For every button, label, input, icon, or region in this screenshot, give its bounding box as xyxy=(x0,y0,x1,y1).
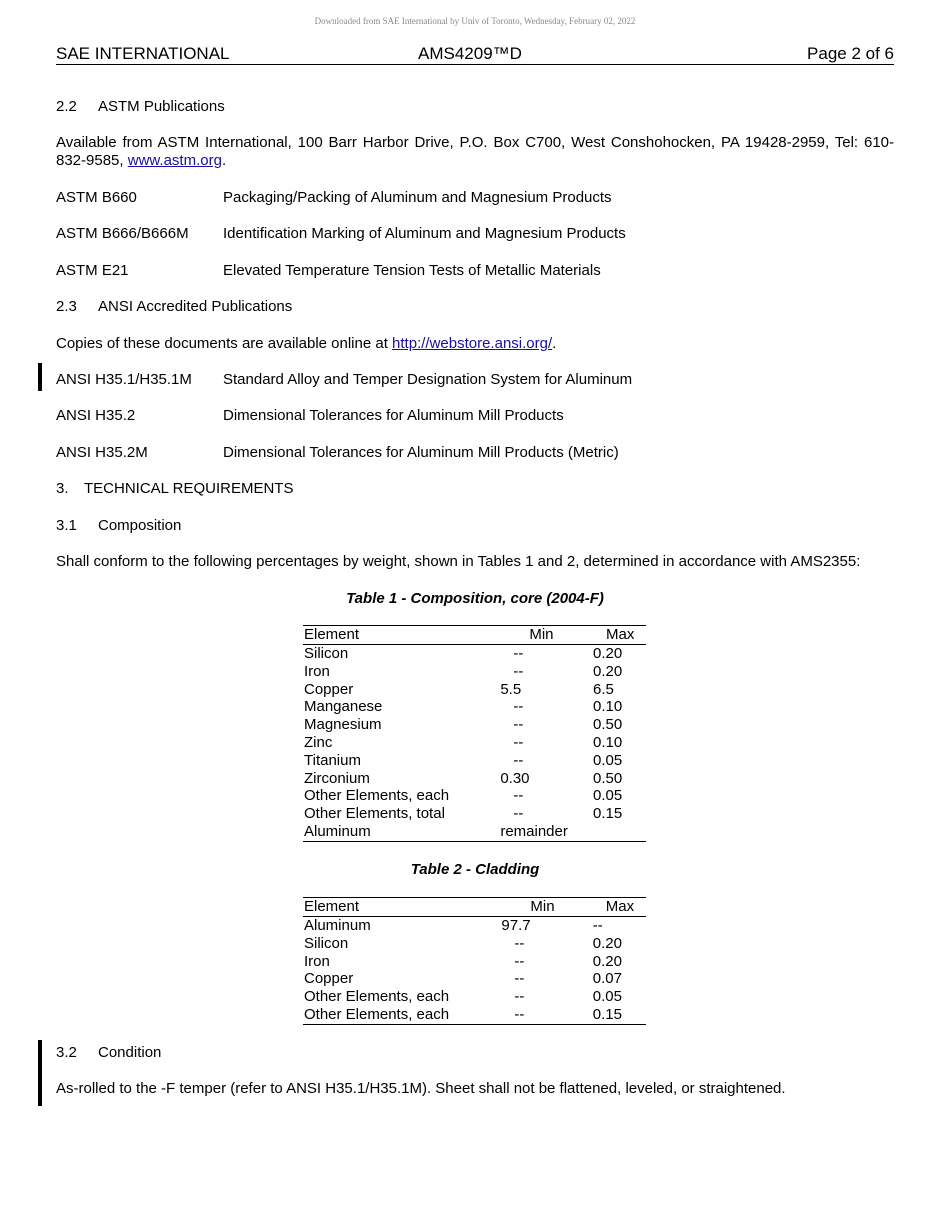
ref-ansi-h35-2 xyxy=(56,407,894,425)
ref-title: Dimensional Tolerances for Aluminum Mill Products (Metric) xyxy=(223,444,619,461)
section-title: ANSI Accredited Publications xyxy=(98,298,293,315)
min-cell: -- xyxy=(513,662,524,680)
table-row xyxy=(303,734,646,752)
table-row xyxy=(303,787,646,805)
ref-title: Standard Alloy and Temper Designation System for Aluminum xyxy=(223,371,633,388)
table-2-cladding xyxy=(303,897,646,1025)
ref-astm-e21 xyxy=(56,262,894,280)
composition-text: Shall conform to the following percentages by weight, shown in Tables 1 and 2, determined in accordance with AMS2355: xyxy=(56,553,861,570)
table-1-composition xyxy=(303,625,646,842)
min-cell: -- xyxy=(514,952,525,970)
max-cell: 0.05 xyxy=(592,787,623,805)
section-3-heading xyxy=(56,480,293,498)
ref-code: ASTM B660 xyxy=(56,189,137,206)
column-header-min: Min xyxy=(500,898,592,917)
ref-astm-b666 xyxy=(56,225,894,243)
max-cell: 0.20 xyxy=(592,662,623,680)
ref-code: ANSI H35.2M xyxy=(56,444,148,461)
min-cell: -- xyxy=(513,733,524,751)
ansi-availability: Copies of these documents are available online at http://webstore.ansi.org/. xyxy=(56,335,557,352)
max-cell: 0.05 xyxy=(592,751,623,769)
min-cell: 5.5 xyxy=(500,680,522,698)
ref-code: ANSI H35.2 xyxy=(56,407,136,424)
table-row xyxy=(303,988,646,1006)
ref-code: ASTM B666/B666M xyxy=(56,225,189,242)
table-row xyxy=(303,645,646,663)
table-header-row xyxy=(303,626,646,645)
table-row xyxy=(303,935,646,953)
ref-title: Packaging/Packing of Aluminum and Magnesium Products xyxy=(223,189,612,206)
max-cell: 0.10 xyxy=(592,733,623,751)
ref-title: Identification Marking of Aluminum and Magnesium Products xyxy=(223,225,626,242)
table-row xyxy=(303,1006,646,1024)
max-cell: 0.05 xyxy=(592,988,622,1006)
element-cell: Iron xyxy=(304,662,330,680)
header-doc-number: AMS4209™D xyxy=(418,44,522,63)
min-cell: 97.7 xyxy=(501,917,531,934)
max-cell: 0.10 xyxy=(592,698,623,716)
column-header-element: Element xyxy=(303,898,500,917)
min-cell: 0.30 xyxy=(500,769,530,787)
table-1-caption: Table 1 - Composition, core (2004-F) xyxy=(346,590,604,607)
element-cell: Copper xyxy=(304,680,354,698)
column-header-max: Max xyxy=(593,626,646,645)
table-2-body xyxy=(303,917,646,1025)
section-title: TECHNICAL REQUIREMENTS xyxy=(84,480,294,497)
min-cell: -- xyxy=(514,934,525,952)
min-cell: -- xyxy=(513,805,524,823)
max-cell: 0.20 xyxy=(592,645,623,662)
astm-link[interactable]: www.astm.org xyxy=(127,152,222,169)
element-cell: Magnesium xyxy=(304,716,382,734)
max-cell: 0.50 xyxy=(592,769,623,787)
max-cell xyxy=(593,823,646,841)
download-watermark: Downloaded from SAE International by Univ of Toronto, Wednesday, February 02, 2022 xyxy=(314,16,636,26)
column-header-min: Min xyxy=(499,626,593,645)
element-cell: Zirconium xyxy=(304,769,370,787)
min-cell: -- xyxy=(514,1005,525,1023)
section-title: Condition xyxy=(98,1044,162,1061)
min-cell: -- xyxy=(514,988,525,1006)
section-3-1-heading xyxy=(56,517,181,535)
table-row xyxy=(303,752,646,770)
header-org: SAE INTERNATIONAL xyxy=(56,44,230,63)
element-cell: Other Elements, each xyxy=(304,787,450,805)
availability-text: Copies of these documents are available online at xyxy=(56,335,393,352)
section-3-2-heading xyxy=(56,1044,161,1062)
table-row xyxy=(303,953,646,971)
table-2-caption: Table 2 - Cladding xyxy=(410,861,540,878)
section-number: 3.2 xyxy=(56,1044,77,1061)
table-row xyxy=(303,770,646,788)
table-row xyxy=(303,698,646,716)
section-number: 2.3 xyxy=(56,298,77,315)
max-cell: -- xyxy=(592,917,603,934)
astm-availability: Available from ASTM International, 100 Barr Harbor Drive, P.O. Box C700, West Conshohocken, PA 19428-2959, Tel: 610-832-9585, www.astm.org. xyxy=(56,134,894,169)
max-cell: 0.15 xyxy=(592,805,623,823)
section-title: Composition xyxy=(98,517,182,534)
availability-text: Available from ASTM International, 100 Barr Harbor Drive, P.O. Box C700, West Conshohocken, PA 19428-2959, Tel: 610-832-9585, xyxy=(56,134,894,169)
min-cell: -- xyxy=(513,698,524,716)
element-cell: Aluminum xyxy=(304,917,371,934)
element-cell: Other Elements, each xyxy=(304,988,450,1006)
ansi-link[interactable]: http://webstore.ansi.org/ xyxy=(392,335,553,352)
ref-ansi-h35-1 xyxy=(56,371,894,389)
element-cell: Silicon xyxy=(304,645,349,662)
element-cell: Copper xyxy=(304,970,354,988)
ref-code: ANSI H35.1/H35.1M xyxy=(56,371,192,388)
min-cell: -- xyxy=(513,751,524,769)
table-1-body xyxy=(303,645,646,842)
max-cell: 0.07 xyxy=(592,970,622,988)
ref-ansi-h35-2m xyxy=(56,444,894,462)
max-cell: 0.15 xyxy=(592,1005,622,1023)
revision-bar xyxy=(38,1040,42,1106)
element-cell: Aluminum xyxy=(304,822,371,840)
min-cell: -- xyxy=(513,645,524,662)
condition-text: As-rolled to the -F temper (refer to ANSI H35.1/H35.1M). Sheet shall not be flattened, leveled, or straightened. xyxy=(56,1080,786,1097)
element-cell: Titanium xyxy=(304,751,361,769)
element-cell: Other Elements, each xyxy=(304,1005,450,1023)
min-cell: remainder xyxy=(500,822,568,840)
max-cell: 0.50 xyxy=(592,716,623,734)
section-number: 3.1 xyxy=(56,517,77,534)
max-cell: 6.5 xyxy=(592,680,614,698)
section-number: 2.2 xyxy=(56,98,77,115)
ref-code: ASTM E21 xyxy=(56,262,129,279)
table-row xyxy=(303,681,646,699)
min-cell: -- xyxy=(514,970,525,988)
column-header-max: Max xyxy=(593,898,646,917)
column-header-element: Element xyxy=(303,626,499,645)
min-cell: -- xyxy=(513,787,524,805)
table-row xyxy=(303,805,646,823)
table-row xyxy=(303,716,646,734)
section-number: 3. xyxy=(56,480,69,497)
min-cell: -- xyxy=(513,716,524,734)
revision-bar xyxy=(38,363,42,391)
element-cell: Silicon xyxy=(304,934,349,952)
header-page-number: Page 2 of 6 xyxy=(807,44,894,63)
section-2-2-heading xyxy=(56,98,225,116)
element-cell: Zinc xyxy=(304,733,333,751)
table-row xyxy=(303,917,646,935)
table-header-row xyxy=(303,898,646,917)
table-row xyxy=(303,970,646,988)
table-row xyxy=(303,823,646,841)
ref-title: Elevated Temperature Tension Tests of Metallic Materials xyxy=(223,262,601,279)
section-title: ASTM Publications xyxy=(98,98,225,115)
page-header xyxy=(56,44,894,65)
element-cell: Other Elements, total xyxy=(304,805,445,823)
element-cell: Iron xyxy=(304,952,330,970)
ref-astm-b660 xyxy=(56,189,894,207)
ref-title: Dimensional Tolerances for Aluminum Mill Products xyxy=(223,407,564,424)
max-cell: 0.20 xyxy=(592,934,622,952)
section-2-3-heading xyxy=(56,298,292,316)
table-row xyxy=(303,663,646,681)
max-cell: 0.20 xyxy=(592,952,622,970)
element-cell: Manganese xyxy=(304,698,383,716)
